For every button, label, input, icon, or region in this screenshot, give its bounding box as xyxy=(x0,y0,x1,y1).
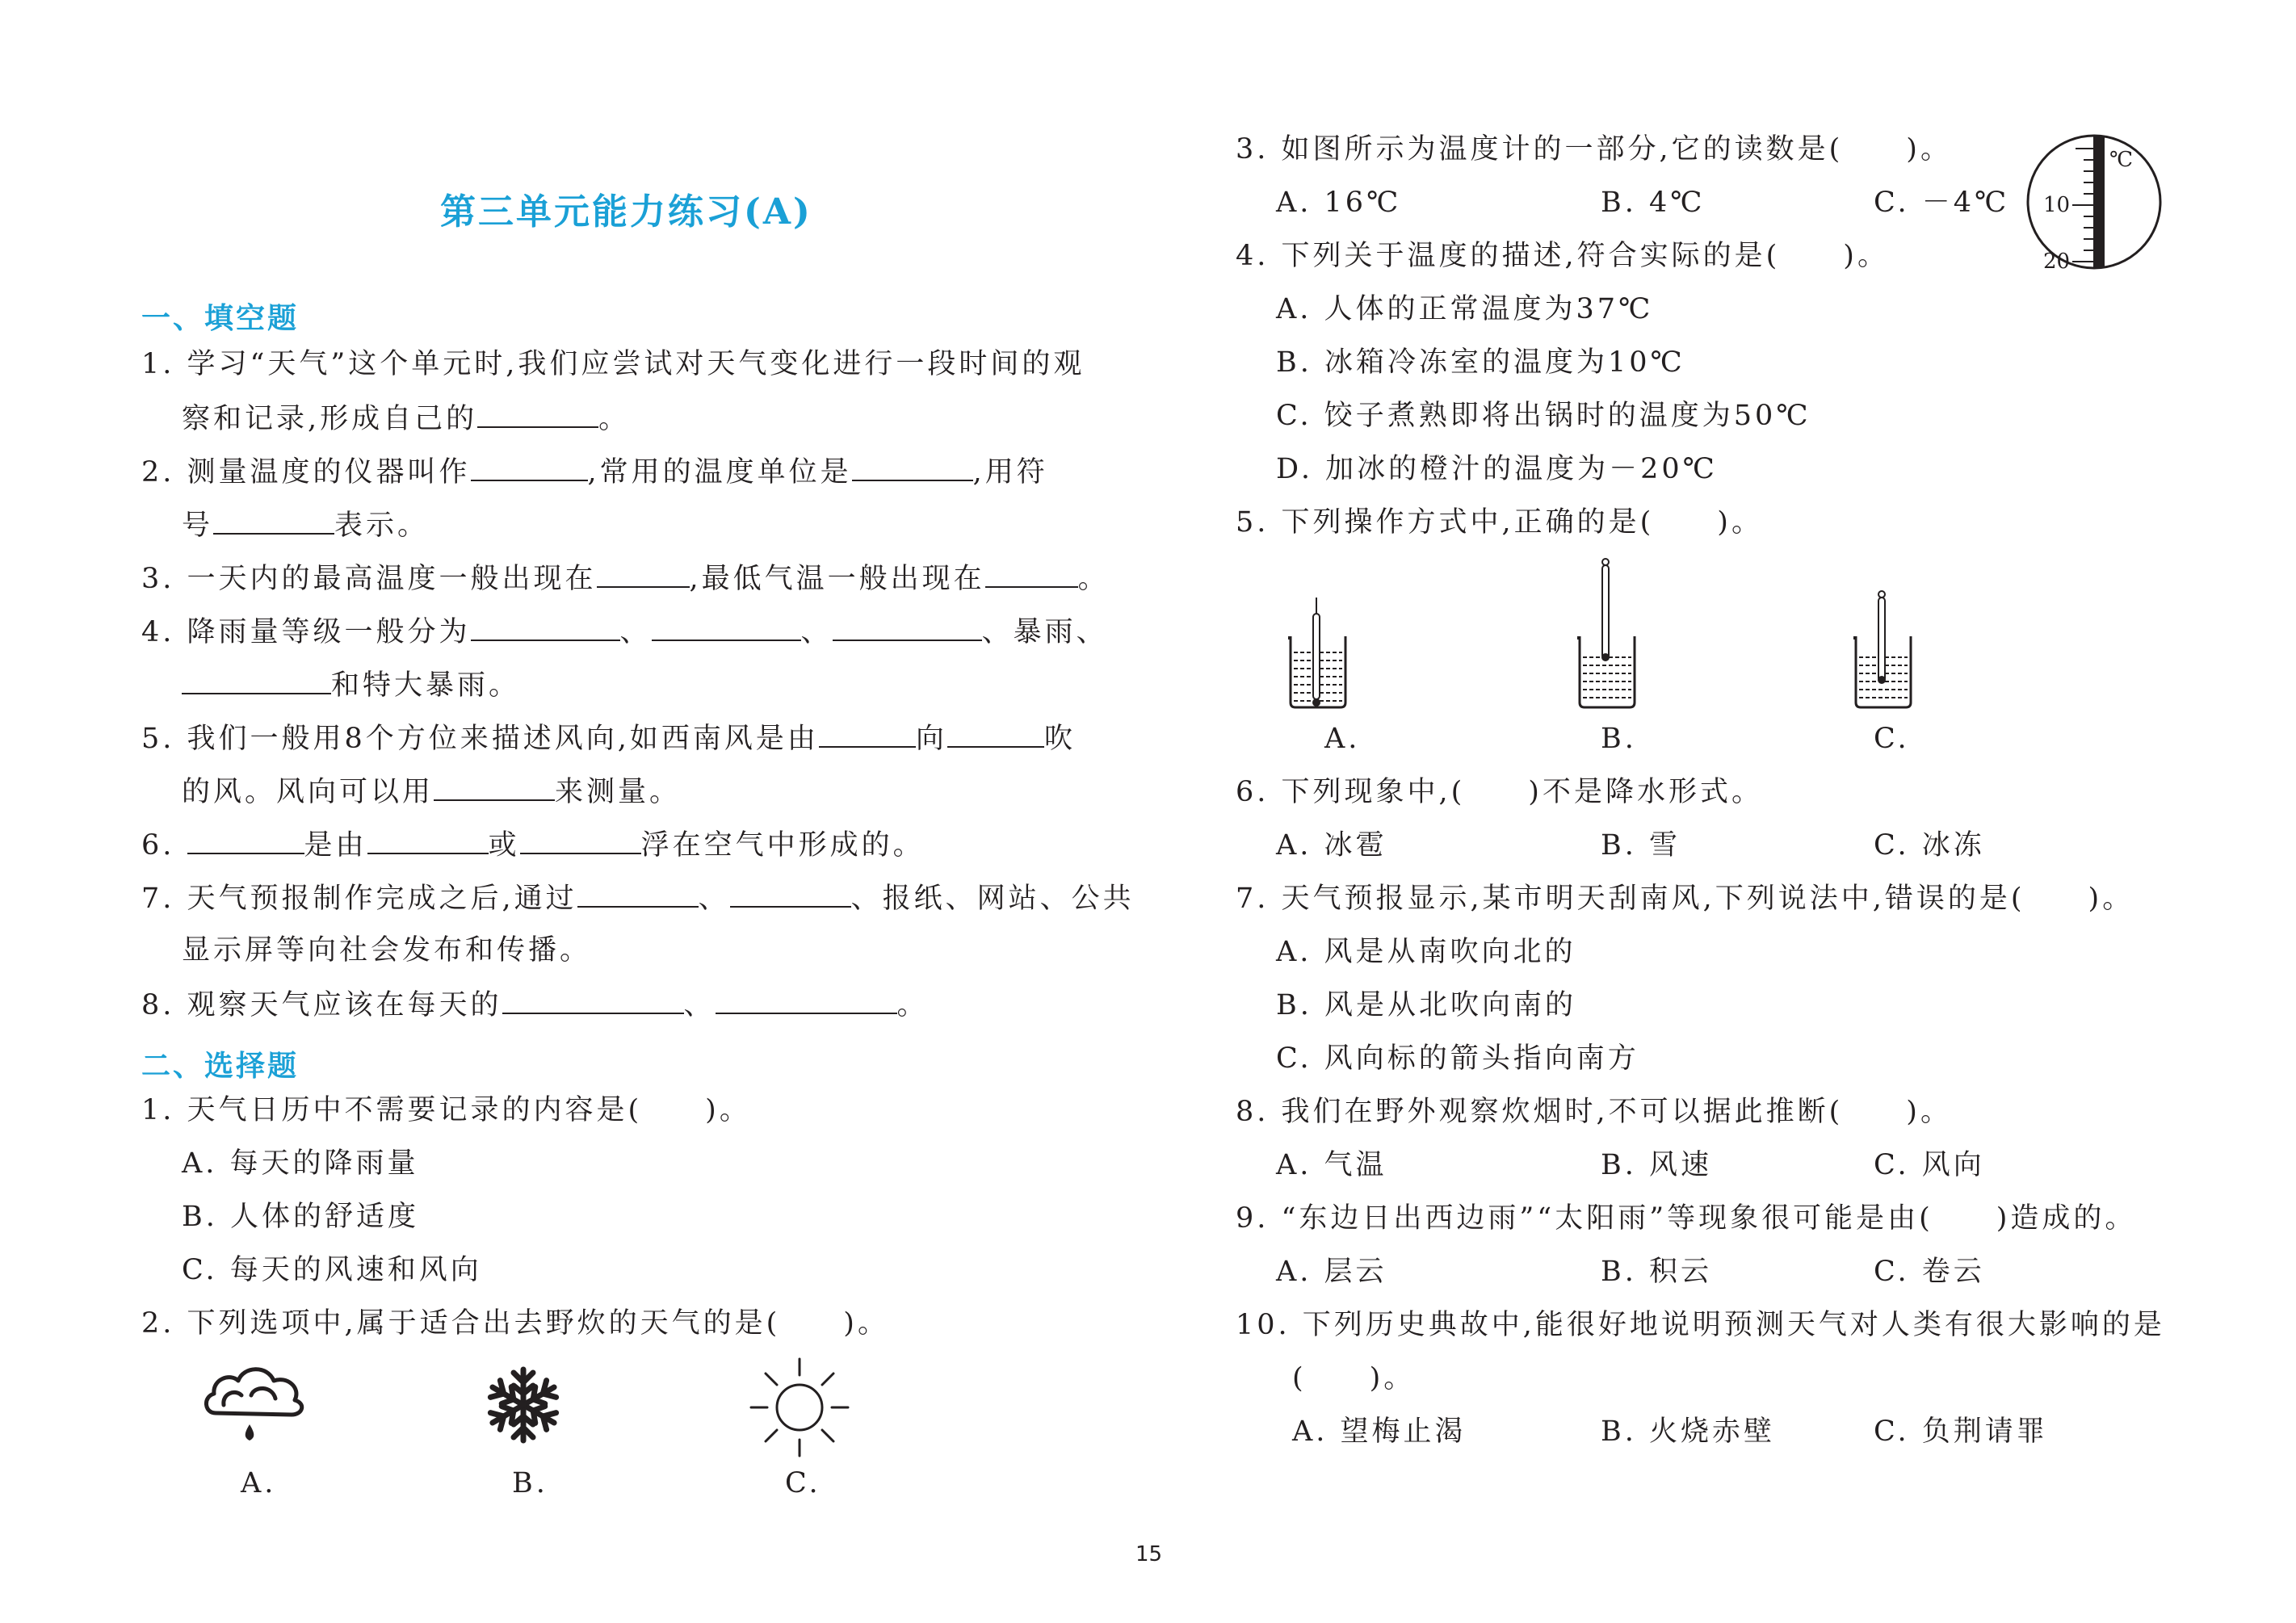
fill-q3-text-a: 3. 一天内的最高温度一般出现在 xyxy=(141,563,597,595)
fill-q7-text-a: 7. 天气预报制作完成之后,通过 xyxy=(141,883,577,915)
fill-q2-text-e: 表示。 xyxy=(334,510,430,542)
fill-q4-text-a: 4. 降雨量等级一般分为 xyxy=(141,616,471,648)
fill-q2-blank-1[interactable] xyxy=(471,457,588,481)
thermometer-label-10: 10 xyxy=(2043,193,2071,217)
fill-q6-text-c: 或 xyxy=(488,829,520,862)
fill-q7-text-c: 、报纸、网站、公共 xyxy=(850,883,1135,915)
fill-q8-text-c: 。 xyxy=(896,989,929,1021)
choice-q10-option-c[interactable]: C. 负荆请罪 xyxy=(1874,1415,2048,1448)
fill-q5-text-c: 吹 xyxy=(1043,723,1076,755)
fill-q8-blank-2[interactable] xyxy=(716,990,897,1014)
fill-q7-text-b: 、 xyxy=(698,883,730,915)
page-title: 第三单元能力练习(A) xyxy=(440,191,812,233)
fill-q1-line2 xyxy=(182,404,630,434)
fill-q3-blank-1[interactable] xyxy=(597,564,690,588)
choice-q1-option-c[interactable]: C. 每天的风速和风向 xyxy=(182,1254,482,1286)
fill-q1-blank[interactable] xyxy=(477,404,598,428)
fill-q2-text-a1: 2. 测量温度的仪器叫作 xyxy=(141,456,471,489)
choice-q5-label-a[interactable]: A. xyxy=(1324,723,1361,755)
fill-q7-line1 xyxy=(141,883,1135,913)
fill-q5-blank-1[interactable] xyxy=(819,723,916,748)
choice-q2-label-c[interactable]: C. xyxy=(785,1467,821,1499)
choice-q6-option-c[interactable]: C. 冰冻 xyxy=(1874,829,1985,862)
fill-q8-text-b: 、 xyxy=(683,989,716,1021)
choice-q6-option-b[interactable]: B. 雪 xyxy=(1601,829,1681,862)
choice-q5-label-c[interactable]: C. xyxy=(1874,723,1910,755)
fill-q4-blank-2[interactable] xyxy=(652,617,801,641)
choice-q7-option-a[interactable]: A. 风是从南吹向北的 xyxy=(1276,936,1576,968)
fill-q6-text-b: 是由 xyxy=(304,829,367,862)
choice-q10-stem: 10. 下列历史典故中,能很好地说明预测天气对人类有很大影响的是 xyxy=(1236,1309,2165,1341)
fill-q3-blank-2[interactable] xyxy=(985,564,1078,588)
choice-section-heading: 二、选择题 xyxy=(141,1049,300,1083)
choice-q4-option-b[interactable]: B. 冰箱冷冻室的温度为10℃ xyxy=(1276,346,1685,379)
fill-q2-text-c: ,用符 xyxy=(972,456,1048,489)
choice-q1-stem: 1. 天气日历中不需要记录的内容是( )。 xyxy=(141,1094,751,1126)
fill-q1-text-a: 察和记录,形成自己的 xyxy=(182,403,478,435)
fill-q2-text-d: 号 xyxy=(182,510,214,542)
fill-q4-blank-3[interactable] xyxy=(833,617,982,641)
beaker-c-icon[interactable] xyxy=(1849,589,1922,711)
choice-q4-option-d[interactable]: D. 加冰的橙汁的温度为－20℃ xyxy=(1276,453,1718,485)
choice-q6-option-a[interactable]: A. 冰雹 xyxy=(1276,829,1387,862)
choice-q4-option-a[interactable]: A. 人体的正常温度为37℃ xyxy=(1276,293,1654,325)
choice-q10-option-b[interactable]: B. 火烧赤壁 xyxy=(1601,1415,1775,1448)
fill-q7-line2: 显示屏等向社会发布和传播。 xyxy=(182,934,592,967)
fill-q5-line2 xyxy=(182,777,681,807)
fill-q1-line1: 1. 学习“天气”这个单元时,我们应尝试对天气变化进行一段时间的观 xyxy=(141,348,1085,380)
choice-q7-stem: 7. 天气预报显示,某市明天刮南风,下列说法中,错误的是( )。 xyxy=(1236,883,2134,915)
fill-q8-line xyxy=(141,990,929,1020)
choice-q2-label-b[interactable]: B. xyxy=(512,1467,548,1499)
fill-q3-text-b: ,最低气温一般出现在 xyxy=(689,563,985,595)
thermometer-unit: ℃ xyxy=(2109,148,2134,172)
fill-q7-blank-1[interactable] xyxy=(577,883,699,908)
fill-q6-text-a: 6. xyxy=(141,829,175,862)
choice-q5-stem: 5. 下列操作方式中,正确的是( )。 xyxy=(1236,506,1763,539)
choice-q3-option-c[interactable]: C. －4℃ xyxy=(1874,187,2010,219)
choice-q2-stem: 2. 下列选项中,属于适合出去野炊的天气的是( )。 xyxy=(141,1307,889,1340)
fill-q5-blank-2[interactable] xyxy=(947,723,1044,748)
fill-q2-line1 xyxy=(141,457,1048,487)
choice-q8-option-a[interactable]: A. 气温 xyxy=(1276,1149,1387,1181)
fill-q2-line2 xyxy=(182,510,429,540)
fill-q6-blank-1[interactable] xyxy=(187,830,304,854)
fill-q8-text-a: 8. 观察天气应该在每天的 xyxy=(141,989,502,1021)
fill-q4-line1 xyxy=(141,617,1108,647)
fill-q2-blank-3[interactable] xyxy=(213,510,334,535)
fill-q4-text-d: 、暴雨、 xyxy=(981,616,1108,648)
choice-q3-option-b[interactable]: B. 4℃ xyxy=(1601,187,1706,219)
choice-q10-option-a[interactable]: A. 望梅止渴 xyxy=(1292,1415,1467,1448)
fill-q6-text-d: 浮在空气中形成的。 xyxy=(640,829,925,862)
fill-q8-blank-1[interactable] xyxy=(502,990,684,1014)
choice-q4-option-c[interactable]: C. 饺子煮熟即将出锅时的温度为50℃ xyxy=(1276,400,1811,432)
choice-q9-option-a[interactable]: A. 层云 xyxy=(1276,1256,1387,1288)
fill-q4-text-b: 、 xyxy=(619,616,652,648)
choice-q6-stem: 6. 下列现象中,( )不是降水形式。 xyxy=(1236,776,1763,808)
fill-q5-blank-3[interactable] xyxy=(434,777,555,801)
choice-q1-option-a[interactable]: A. 每天的降雨量 xyxy=(182,1147,419,1180)
fill-q6-line xyxy=(141,830,925,860)
choice-q8-option-b[interactable]: B. 风速 xyxy=(1601,1149,1712,1181)
fill-q4-blank-4[interactable] xyxy=(182,670,331,694)
choice-q10-stem-2: ( )。 xyxy=(1292,1362,1416,1394)
page-number: 15 xyxy=(1135,1542,1163,1566)
fill-q5-text-e: 来测量。 xyxy=(555,776,682,808)
fill-q4-line2 xyxy=(182,670,520,700)
fill-q1-text-b: 。 xyxy=(598,403,631,435)
fill-q2-blank-2[interactable] xyxy=(852,457,973,481)
choice-q9-option-c[interactable]: C. 卷云 xyxy=(1874,1256,1985,1288)
thermometer-icon xyxy=(2025,132,2163,274)
choice-q4-stem: 4. 下列关于温度的描述,符合实际的是( )。 xyxy=(1236,240,1889,272)
fill-q5-line1 xyxy=(141,723,1076,753)
fill-q2-text-b: ,常用的温度单位是 xyxy=(587,456,852,489)
choice-q5-label-b[interactable]: B. xyxy=(1601,723,1637,755)
rain-cloud-icon[interactable] xyxy=(198,1357,311,1453)
sun-icon[interactable] xyxy=(747,1355,852,1460)
choice-q8-option-c[interactable]: C. 风向 xyxy=(1874,1149,1985,1181)
thermometer-label-20: 20 xyxy=(2043,250,2071,274)
choice-q2-label-a[interactable]: A. xyxy=(241,1467,277,1499)
fill-q3-line xyxy=(141,564,1110,593)
snowflake-icon[interactable] xyxy=(481,1363,565,1447)
fill-blank-section-heading: 一、填空题 xyxy=(141,301,300,335)
choice-q3-stem: 3. 如图所示为温度计的一部分,它的读数是( )。 xyxy=(1236,133,1952,166)
beaker-b-icon[interactable] xyxy=(1573,557,1646,711)
choice-q7-option-c[interactable]: C. 风向标的箭头指向南方 xyxy=(1276,1042,1639,1075)
fill-q4-blank-1[interactable] xyxy=(471,617,620,641)
beaker-a-icon[interactable] xyxy=(1284,589,1357,711)
fill-q5-text-a: 5. 我们一般用8个方位来描述风向,如西南风是由 xyxy=(141,723,819,755)
choice-q7-option-b[interactable]: B. 风是从北吹向南的 xyxy=(1276,989,1576,1021)
choice-q1-option-b[interactable]: B. 人体的舒适度 xyxy=(182,1201,419,1233)
fill-q6-blank-2[interactable] xyxy=(367,830,489,854)
fill-q6-blank-3[interactable] xyxy=(520,830,641,854)
fill-q5-text-b: 向 xyxy=(915,723,947,755)
fill-q4-text-c: 、 xyxy=(800,616,833,648)
fill-q3-text-c: 。 xyxy=(1077,563,1110,595)
fill-q4-text-e: 和特大暴雨。 xyxy=(331,669,521,702)
choice-q3-option-a[interactable]: A. 16℃ xyxy=(1276,187,1402,219)
choice-q8-stem: 8. 我们在野外观察炊烟时,不可以据此推断( )。 xyxy=(1236,1096,1952,1128)
fill-q7-blank-2[interactable] xyxy=(730,883,851,908)
choice-q9-stem: 9. “东边日出西边雨”“太阳雨”等现象很可能是由( )造成的。 xyxy=(1236,1202,2137,1235)
choice-q9-option-b[interactable]: B. 积云 xyxy=(1601,1256,1712,1288)
fill-q5-text-d: 的风。风向可以用 xyxy=(182,776,434,808)
